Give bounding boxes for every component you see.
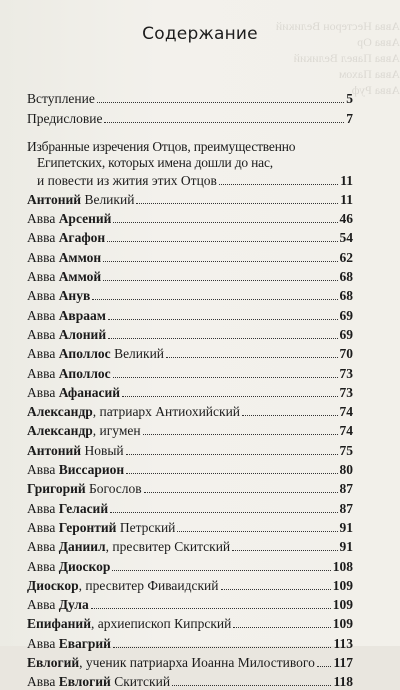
toc-page: 109 (332, 577, 353, 593)
dot-leader (107, 241, 337, 242)
entry-name: Диоскор (58, 558, 111, 574)
toc-page: 68 (339, 269, 353, 285)
dot-leader (126, 454, 338, 455)
dot-leader (177, 531, 337, 532)
dot-leader (172, 685, 331, 686)
toc-label (27, 287, 90, 304)
entry-prefix: Авва (27, 519, 59, 535)
toc-page: 11 (340, 172, 353, 188)
toc-label: Вступление (27, 91, 95, 107)
toc-page: 74 (339, 423, 353, 439)
section-line-1: Избранные изречения Отцов, преимущественно (27, 138, 296, 154)
entry-name: Аммон (58, 249, 102, 265)
toc-row[interactable] (27, 517, 353, 536)
dot-leader (91, 608, 331, 609)
toc-label (27, 480, 142, 497)
toc-row[interactable] (27, 613, 353, 632)
toc-row[interactable] (27, 343, 353, 362)
dot-leader (103, 280, 337, 281)
entry-prefix: Авва (27, 346, 59, 362)
entry-prefix: Авва (27, 462, 59, 478)
toc-row[interactable] (27, 304, 353, 323)
dot-leader (113, 222, 337, 223)
entry-prefix: Авва (27, 674, 59, 690)
dot-leader (97, 102, 344, 103)
toc-page: 62 (339, 249, 353, 265)
toc-page: 54 (339, 230, 353, 246)
toc-row[interactable] (27, 575, 353, 594)
entry-name: Антоний (27, 191, 82, 207)
toc-page: 5 (346, 91, 353, 107)
toc-page: 113 (333, 635, 353, 651)
section-line-2: Египетских, которых имена дошли до нас, (37, 155, 273, 171)
dot-leader (110, 512, 337, 513)
toc-page: 69 (339, 326, 353, 342)
toc-row[interactable] (27, 439, 353, 458)
entry-prefix: Авва (27, 211, 59, 227)
toc-label: Предисловие (27, 110, 103, 126)
entry-suffix: , ученик патриарха Иоанна Милостивого (79, 655, 315, 671)
toc-label (27, 365, 111, 382)
entry-suffix: Скитский (110, 674, 171, 690)
entry-name: Виссарион (58, 462, 125, 478)
toc-entries (27, 189, 353, 690)
toc-label (27, 615, 231, 632)
toc-label (27, 635, 111, 652)
toc-row[interactable] (27, 246, 353, 265)
dot-leader (112, 570, 330, 571)
entry-name: Евлогий (27, 655, 80, 671)
toc-label (27, 210, 111, 227)
entry-name: Александр (27, 423, 93, 439)
toc-page: 109 (332, 597, 353, 613)
entry-name: Даниил (58, 539, 106, 555)
toc-row[interactable] (27, 478, 353, 497)
toc-label (27, 326, 106, 343)
dot-leader (242, 415, 337, 416)
toc-row[interactable] (27, 671, 353, 690)
toc-row[interactable] (27, 401, 353, 420)
toc-page: 108 (332, 558, 353, 574)
toc-label (27, 307, 106, 324)
toc-row[interactable] (27, 652, 353, 671)
dot-leader (232, 550, 337, 551)
entry-suffix: Новый (81, 442, 124, 458)
entry-suffix: , архиепископ Кипрский (91, 616, 232, 632)
section-heading[interactable] (27, 139, 353, 189)
dot-leader (317, 666, 332, 667)
entry-name: Геласий (58, 500, 109, 516)
toc-page: 87 (339, 481, 353, 497)
toc-label (27, 654, 315, 671)
toc-label (27, 519, 175, 536)
toc-label (27, 191, 134, 208)
toc-page: 80 (339, 462, 353, 478)
entry-prefix: Авва (27, 249, 59, 265)
toc-page: 75 (339, 442, 353, 458)
entry-suffix: , пресвитер Скитский (105, 539, 231, 555)
toc-label (27, 268, 101, 285)
front-matter (27, 88, 353, 127)
dot-leader (219, 184, 338, 185)
toc-label (27, 249, 101, 266)
toc-row[interactable] (27, 324, 353, 343)
toc-label (27, 422, 141, 439)
dot-leader (144, 492, 338, 493)
toc-row[interactable] (27, 285, 353, 304)
toc-page: 109 (332, 616, 353, 632)
toc-row[interactable] (27, 88, 353, 107)
entry-suffix: Великий (81, 191, 135, 207)
table-of-contents (27, 88, 353, 690)
toc-label (27, 596, 89, 613)
entry-prefix: Авва (27, 230, 59, 246)
entry-prefix: Авва (27, 500, 59, 516)
toc-label (27, 577, 219, 594)
entry-name: Епифаний (27, 616, 91, 632)
entry-prefix: Авва (27, 539, 59, 555)
toc-row[interactable] (27, 107, 353, 126)
toc-label (27, 384, 120, 401)
toc-row[interactable] (27, 632, 353, 651)
toc-label (27, 345, 164, 362)
toc-label (27, 229, 105, 246)
entry-suffix: Богослов (85, 481, 142, 497)
dot-leader (113, 647, 332, 648)
entry-name: Алоний (58, 326, 107, 342)
entry-name: Анув (58, 288, 91, 304)
toc-label (27, 442, 124, 459)
dot-leader (108, 338, 337, 339)
toc-row[interactable] (27, 497, 353, 516)
toc-page: 7 (346, 110, 353, 126)
dot-leader (122, 396, 337, 397)
toc-label (27, 558, 110, 575)
toc-page: 46 (339, 211, 353, 227)
toc-page: 74 (339, 404, 353, 420)
show-through-text: Авва Нестерон Великий Авва Ор Авва Павел Великий Авва Пахом Авва Руф (275, 19, 400, 97)
toc-page: 73 (339, 384, 353, 400)
toc-label (27, 461, 124, 478)
entry-name: Афанасий (58, 384, 121, 400)
entry-name: Григорий (27, 481, 86, 497)
toc-label (27, 403, 240, 420)
toc-row[interactable] (27, 594, 353, 613)
entry-name: Геронтий (58, 519, 117, 535)
entry-name: Дула (58, 597, 89, 613)
entry-prefix: Авва (27, 269, 59, 285)
entry-name: Александр (27, 404, 93, 420)
entry-suffix: Петрский (116, 519, 176, 535)
entry-suffix: , игумен (92, 423, 141, 439)
dot-leader (113, 377, 338, 378)
dot-leader (136, 203, 338, 204)
entry-name: Антоний (27, 442, 82, 458)
entry-name: Аммой (58, 269, 102, 285)
toc-page: 87 (339, 500, 353, 516)
toc-page: 91 (339, 519, 353, 535)
entry-name: Евагрий (58, 635, 111, 651)
toc-row[interactable] (27, 555, 353, 574)
dot-leader (126, 473, 337, 474)
toc-row (27, 172, 353, 189)
entry-prefix: Авва (27, 597, 59, 613)
entry-suffix: Великий (110, 346, 165, 362)
entry-prefix: Авва (27, 365, 59, 381)
entry-name: Аполлос (58, 365, 111, 381)
toc-page: 11 (340, 191, 353, 207)
dot-leader (108, 319, 338, 320)
entry-prefix: Авва (27, 288, 59, 304)
toc-row[interactable] (27, 266, 353, 285)
toc-row[interactable] (27, 382, 353, 401)
entry-name: Евлогий (58, 674, 111, 690)
toc-row[interactable] (27, 189, 353, 208)
toc-page: 91 (339, 539, 353, 555)
entry-name: Авраам (58, 307, 106, 323)
dot-leader (103, 261, 337, 262)
toc-row[interactable] (27, 208, 353, 227)
dot-leader (221, 589, 331, 590)
entry-prefix: Авва (27, 635, 59, 651)
dot-leader (166, 357, 337, 358)
entry-name: Диоскор (27, 577, 79, 593)
toc-row[interactable] (27, 536, 353, 555)
toc-label (27, 500, 108, 517)
entry-prefix: Авва (27, 326, 59, 342)
dot-leader (104, 122, 344, 123)
toc-label (27, 673, 170, 690)
toc-row[interactable] (27, 459, 353, 478)
entry-prefix: Авва (27, 558, 59, 574)
section-line-3: и повести из жития этих Отцов (37, 172, 217, 188)
entry-suffix: , пресвитер Фиваидский (78, 577, 219, 593)
dot-leader (233, 627, 330, 628)
toc-page: 117 (333, 655, 353, 671)
toc-page: 73 (339, 365, 353, 381)
dot-leader (92, 299, 337, 300)
entry-name: Агафон (58, 230, 106, 246)
toc-page: 118 (333, 674, 353, 690)
toc-page: 70 (339, 346, 353, 362)
entry-name: Арсений (58, 211, 112, 227)
entry-prefix: Авва (27, 307, 59, 323)
page-title: Содержание (142, 24, 258, 44)
dot-leader (143, 434, 338, 435)
toc-row[interactable] (27, 420, 353, 439)
toc-page: 69 (339, 307, 353, 323)
toc-row[interactable] (27, 362, 353, 381)
toc-label (27, 538, 230, 555)
entry-suffix: , патриарх Антиохийский (92, 404, 241, 420)
entry-prefix: Авва (27, 384, 59, 400)
entry-name: Аполлос (58, 346, 111, 362)
toc-row[interactable] (27, 227, 353, 246)
toc-page: 68 (339, 288, 353, 304)
